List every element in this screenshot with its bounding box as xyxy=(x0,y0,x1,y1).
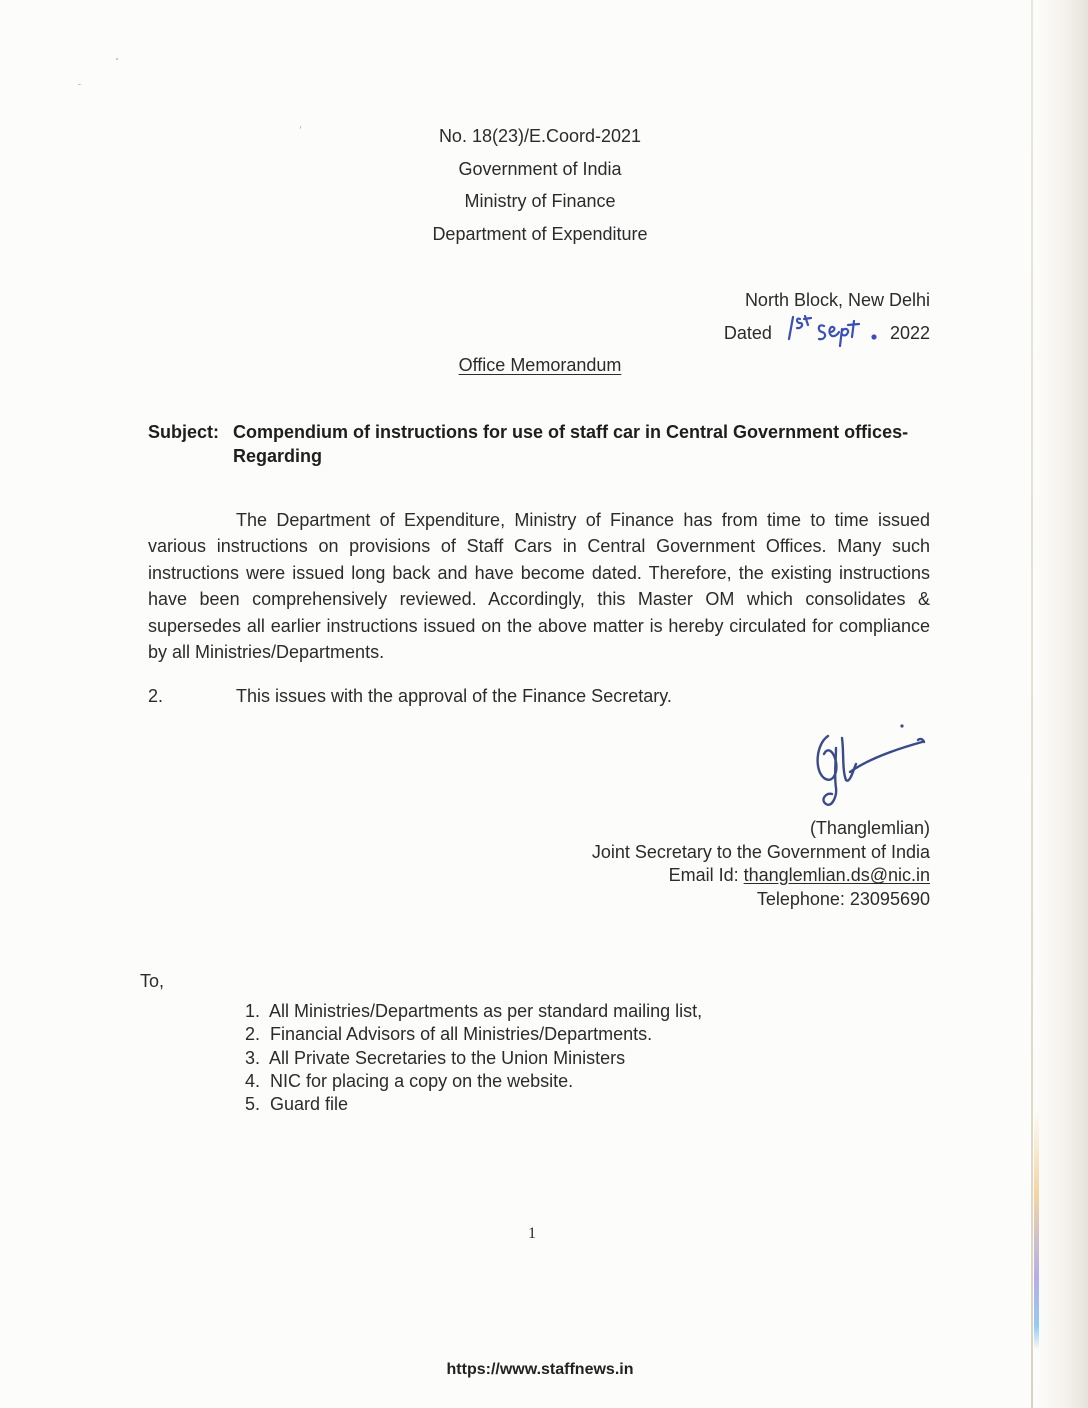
list-item: 4. NIC for placing a copy on the website. xyxy=(244,1070,574,1091)
signatory-telephone: Telephone: 23095690 xyxy=(756,888,930,909)
scan-speck xyxy=(116,58,118,60)
signatory-email-line xyxy=(592,864,930,888)
paragraph-2-text: This issues with the approval of the Finance Secretary. xyxy=(236,686,672,706)
email-link[interactable]: thanglemlian.ds@nic.in xyxy=(743,865,930,885)
letterhead-block xyxy=(340,120,740,250)
signatory-block xyxy=(592,817,930,911)
handwritten-date xyxy=(784,309,888,347)
distribution-list xyxy=(228,1000,702,1116)
to-label: To, xyxy=(140,971,165,991)
date-year: 2022 xyxy=(889,323,930,343)
date-line xyxy=(724,317,930,350)
ministry-name: Ministry of Finance xyxy=(464,191,616,211)
dated-label: Dated xyxy=(723,323,772,343)
location: North Block, New Delhi xyxy=(744,290,930,310)
signatory-designation: Joint Secretary to the Government of India xyxy=(591,841,930,862)
department-name: Department of Expenditure xyxy=(432,223,648,244)
scan-edge-color-artifact xyxy=(1034,1110,1039,1350)
government-name: Government of India xyxy=(458,158,622,179)
scan-speck xyxy=(300,126,301,129)
signatory-name: (Thanglemlian) xyxy=(809,818,930,838)
paragraph-number: 2. xyxy=(148,686,164,706)
subject-text: Compendium of instructions for use of staff car in Central Government offices- Regarding xyxy=(233,422,909,466)
footer-url[interactable]: https://www.staffnews.in xyxy=(446,1361,634,1378)
scan-speck xyxy=(78,84,81,85)
email-label: Email Id: xyxy=(668,865,739,885)
body-paragraph-2 xyxy=(148,684,930,708)
scan-edge-shadow xyxy=(1036,0,1088,1408)
memo-title: Office Memorandum xyxy=(458,355,622,375)
list-item: 3. All Private Secretaries to the Union Ministers xyxy=(244,1047,626,1068)
subject-block xyxy=(148,420,938,468)
body-paragraph-1: The Department of Expenditure, Ministry of Finance has from time to time issued various instructions on provisions of Staff Cars in Central Government Offices. Many such instructions were issued long back and have become dated. Therefore, the existing instructions have been comprehensively reviewed. Accordingly, this Master OM which consolidates & supersedes all earlier instructions issued on the above matter is hereby circulated for compliance by all Ministries/Departments. xyxy=(148,510,930,663)
list-item: 1. All Ministries/Departments as per standard mailing list, xyxy=(244,1001,703,1021)
file-number: No. 18(23)/E.Coord-2021 xyxy=(438,126,642,146)
place-date-block xyxy=(724,284,930,350)
signature xyxy=(806,718,930,818)
subject-label: Subject: xyxy=(148,422,220,442)
list-item: 2. Financial Advisors of all Ministries/Departments. xyxy=(244,1024,653,1045)
scan-edge-line xyxy=(1031,0,1033,1408)
list-item: 5. Guard file xyxy=(244,1094,349,1115)
page-number: 1 xyxy=(528,1225,536,1242)
